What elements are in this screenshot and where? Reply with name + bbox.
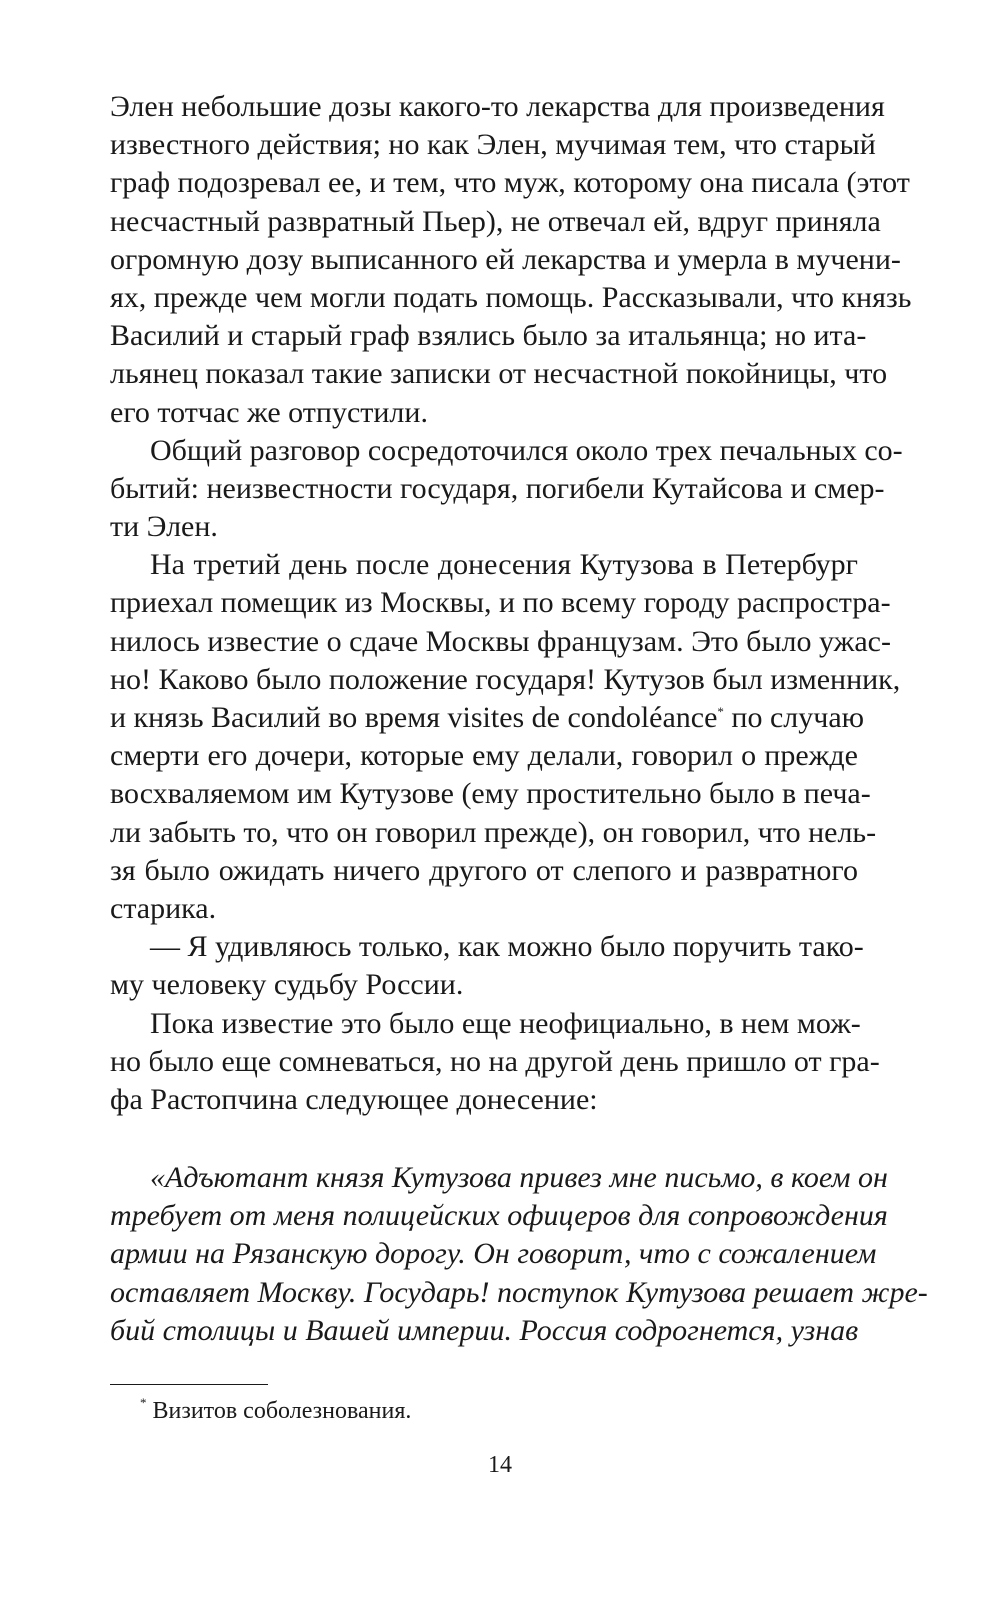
footnote-marker: *	[717, 704, 724, 719]
paragraph-1	[110, 88, 912, 432]
text-line: ли забыть то, что он говорил прежде), он говорил, что нель-	[110, 815, 877, 849]
text-line: оставляет Москву. Государь! поступок Кутузова решает жре-	[110, 1275, 928, 1309]
text-line: граф подозревал ее, и тем, что муж, которому она писала (этот	[110, 166, 910, 200]
spacer	[110, 1119, 858, 1159]
footnote	[140, 1396, 411, 1426]
footnote-divider	[110, 1384, 268, 1385]
quoted-report	[110, 1159, 928, 1350]
text-line: льянец показал такие записки от несчастной покойницы, что	[110, 357, 888, 391]
text-segment: по случаю	[723, 701, 865, 734]
text-line: Элен небольшие дозы какого-то лекарства для произведения	[110, 90, 885, 123]
page-body	[110, 88, 928, 1350]
text-line: огромную дозу выписанного ей лекарства и умерла в мучени-	[110, 242, 901, 276]
text-line: «Адъютант князя Кутузова привез мне письмо, в коем он	[150, 1161, 888, 1195]
text-line: — Я удивляюсь только, как можно было поручить тако-	[150, 930, 864, 964]
text-line: но было еще сомневаться, но на другой день пришло от гра-	[110, 1044, 880, 1078]
text-line: восхваляемом им Кутузове (ему простительно было в печа-	[110, 777, 871, 811]
text-line: но! Каково было положение государя! Кутузов был изменник,	[110, 662, 901, 696]
text-line: На третий день после донесения Кутузова в Петербург	[150, 548, 858, 582]
page-number: 14	[488, 1452, 512, 1478]
text-line: нилось известие о сдаче Москвы французам. Это было ужас-	[110, 624, 891, 658]
text-line: известного действия; но как Элен, мучимая тем, что старый	[110, 128, 876, 162]
text-line: смерти его дочери, которые ему делали, говорил о прежде	[110, 739, 858, 773]
text-line: фа Растопчина следующее донесение:	[110, 1082, 598, 1116]
paragraph-3	[110, 546, 901, 928]
footnote-text: Визитов соболезнования.	[146, 1398, 412, 1424]
text-line: его тотчас же отпустили.	[110, 395, 428, 429]
text-line: Общий разговор сосредоточился около трех печальных со-	[150, 433, 903, 467]
text-line: ях, прежде чем могли подать помощь. Рассказывали, что князь	[110, 280, 912, 314]
text-line: требует от меня полицейских офицеров для сопровождения	[110, 1199, 888, 1233]
text-line: старика.	[110, 891, 217, 925]
text-segment: и князь Василий во время visites de condoléance	[110, 701, 718, 734]
paragraph-5	[110, 1005, 880, 1120]
paragraph-4	[110, 928, 864, 1004]
text-line: армии на Рязанскую дорогу. Он говорит, что с сожалением	[110, 1237, 877, 1271]
text-line: бытий: неизвестности государя, погибели Кутайсова и смер-	[110, 471, 885, 505]
text-line: Пока известие это было еще неофициально, в нем мож-	[150, 1006, 861, 1040]
footnote-marker: *	[140, 1395, 147, 1410]
text-line: ти Элен.	[110, 510, 218, 544]
text-line: приехал помещик из Москвы, и по всему городу распростра-	[110, 586, 891, 620]
paragraph-2	[110, 432, 903, 547]
text-line: му человеку судьбу России.	[110, 968, 464, 1002]
text-line: Василий и старый граф взялись было за итальянца; но ита-	[110, 319, 867, 353]
text-line: несчастный развратный Пьер), не отвечал ей, вдруг приняла	[110, 204, 881, 238]
text-line-with-footnote	[110, 699, 865, 737]
text-line: зя было ожидать ничего другого от слепого и развратного	[110, 853, 858, 887]
text-line: бий столицы и Вашей империи. Россия содрогнется, узнав	[110, 1313, 859, 1347]
